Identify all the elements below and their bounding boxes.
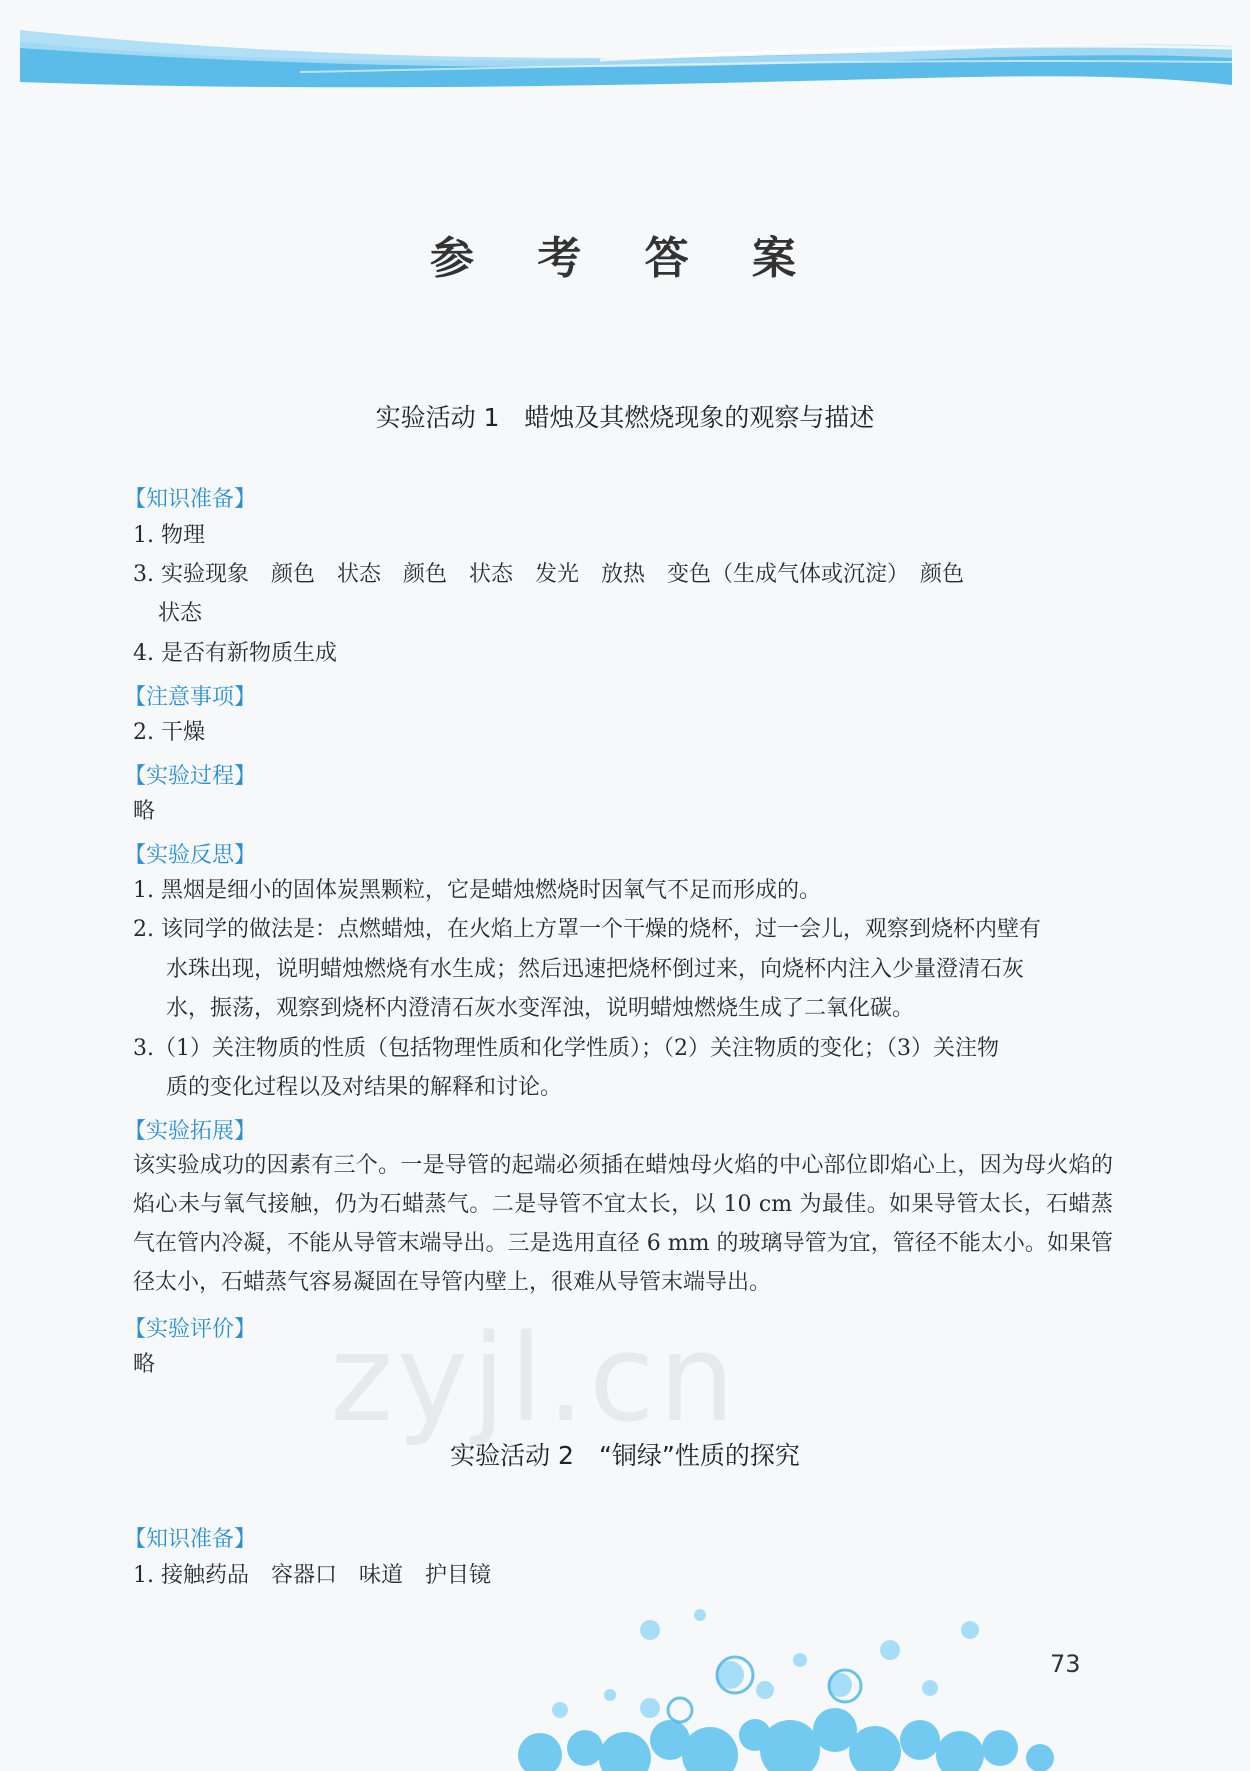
label-knowledge-1: 【知识准备】 [124,487,257,512]
answer-k3-line1: 3. 实验现象 颜色 状态 颜色 状态 发光 放热 变色（生成气体或沉淀） 颜色 [133,562,964,587]
label-reflect: 【实验反思】 [124,843,257,868]
bubbles-decoration [500,1590,1100,1771]
answer-r2-line3: 水，振荡，观察到烧杯内澄清石灰水变浑浊，说明蜡烛燃烧生成了二氧化碳。 [166,996,915,1021]
answer-r3-line1: 3.（1）关注物质的性质（包括物理性质和化学性质）；（2）关注物质的变化；（3）关注物 [133,1036,999,1061]
answer-k3-line2: 状态 [158,601,203,626]
answer-evaluate: 略 [133,1352,156,1377]
answer-k1: 1. 物理 [133,523,205,548]
answer-k4: 4. 是否有新物质生成 [133,641,337,666]
label-evaluate: 【实验评价】 [124,1317,257,1342]
label-knowledge-2: 【知识准备】 [124,1527,257,1552]
answer-r3-line2: 质的变化过程以及对结果的解释和讨论。 [166,1075,563,1100]
page-number: 73 [1050,1650,1081,1678]
label-notice: 【注意事项】 [124,685,257,710]
answer-n2: 2. 干燥 [133,720,205,745]
watermark-text: zyjl.cn [330,1310,739,1449]
answer-r2-line1: 2. 该同学的做法是：点燃蜡烛，在火焰上方罩一个干燥的烧杯，过一会儿，观察到烧杯内壁有 [133,917,1041,942]
page-title: 参 考 答 案 [430,233,820,284]
answer-expand-paragraph: 该实验成功的因素有三个。一是导管的起端必须插在蜡烛母火焰的中心部位即焰心上，因为母火焰的焰心未与氧气接触，仍为石蜡蒸气。二是导管不宜太长，以 10 cm 为最佳。如果导管太长，石蜡蒸气在管内冷凝，不能从导管末端导出。三是选用直径 6 mm 的玻璃导管为宜，管径不能太小。如果管径太小，石蜡蒸气容易凝固在导管内壁上，很难从导管末端导出。 [133,1153,1113,1295]
section-heading-1: 实验活动 1 蜡烛及其燃烧现象的观察与描述 [375,403,875,432]
answer-r1: 1. 黑烟是细小的固体炭黑颗粒，它是蜡烛燃烧时因氧气不足而形成的。 [133,878,821,903]
section-heading-2: 实验活动 2 “铜绿”性质的探究 [450,1441,800,1470]
label-process: 【实验过程】 [124,764,257,789]
answer-process: 略 [133,799,156,824]
answer-r2-line2: 水珠出现，说明蜡烛燃烧有水生成；然后迅速把烧杯倒过来，向烧杯内注入少量澄清石灰 [166,957,1025,982]
top-wave-decoration [0,0,1250,110]
answer-2-k1: 1. 接触药品 容器口 味道 护目镜 [133,1563,491,1588]
label-expand: 【实验拓展】 [124,1119,257,1144]
